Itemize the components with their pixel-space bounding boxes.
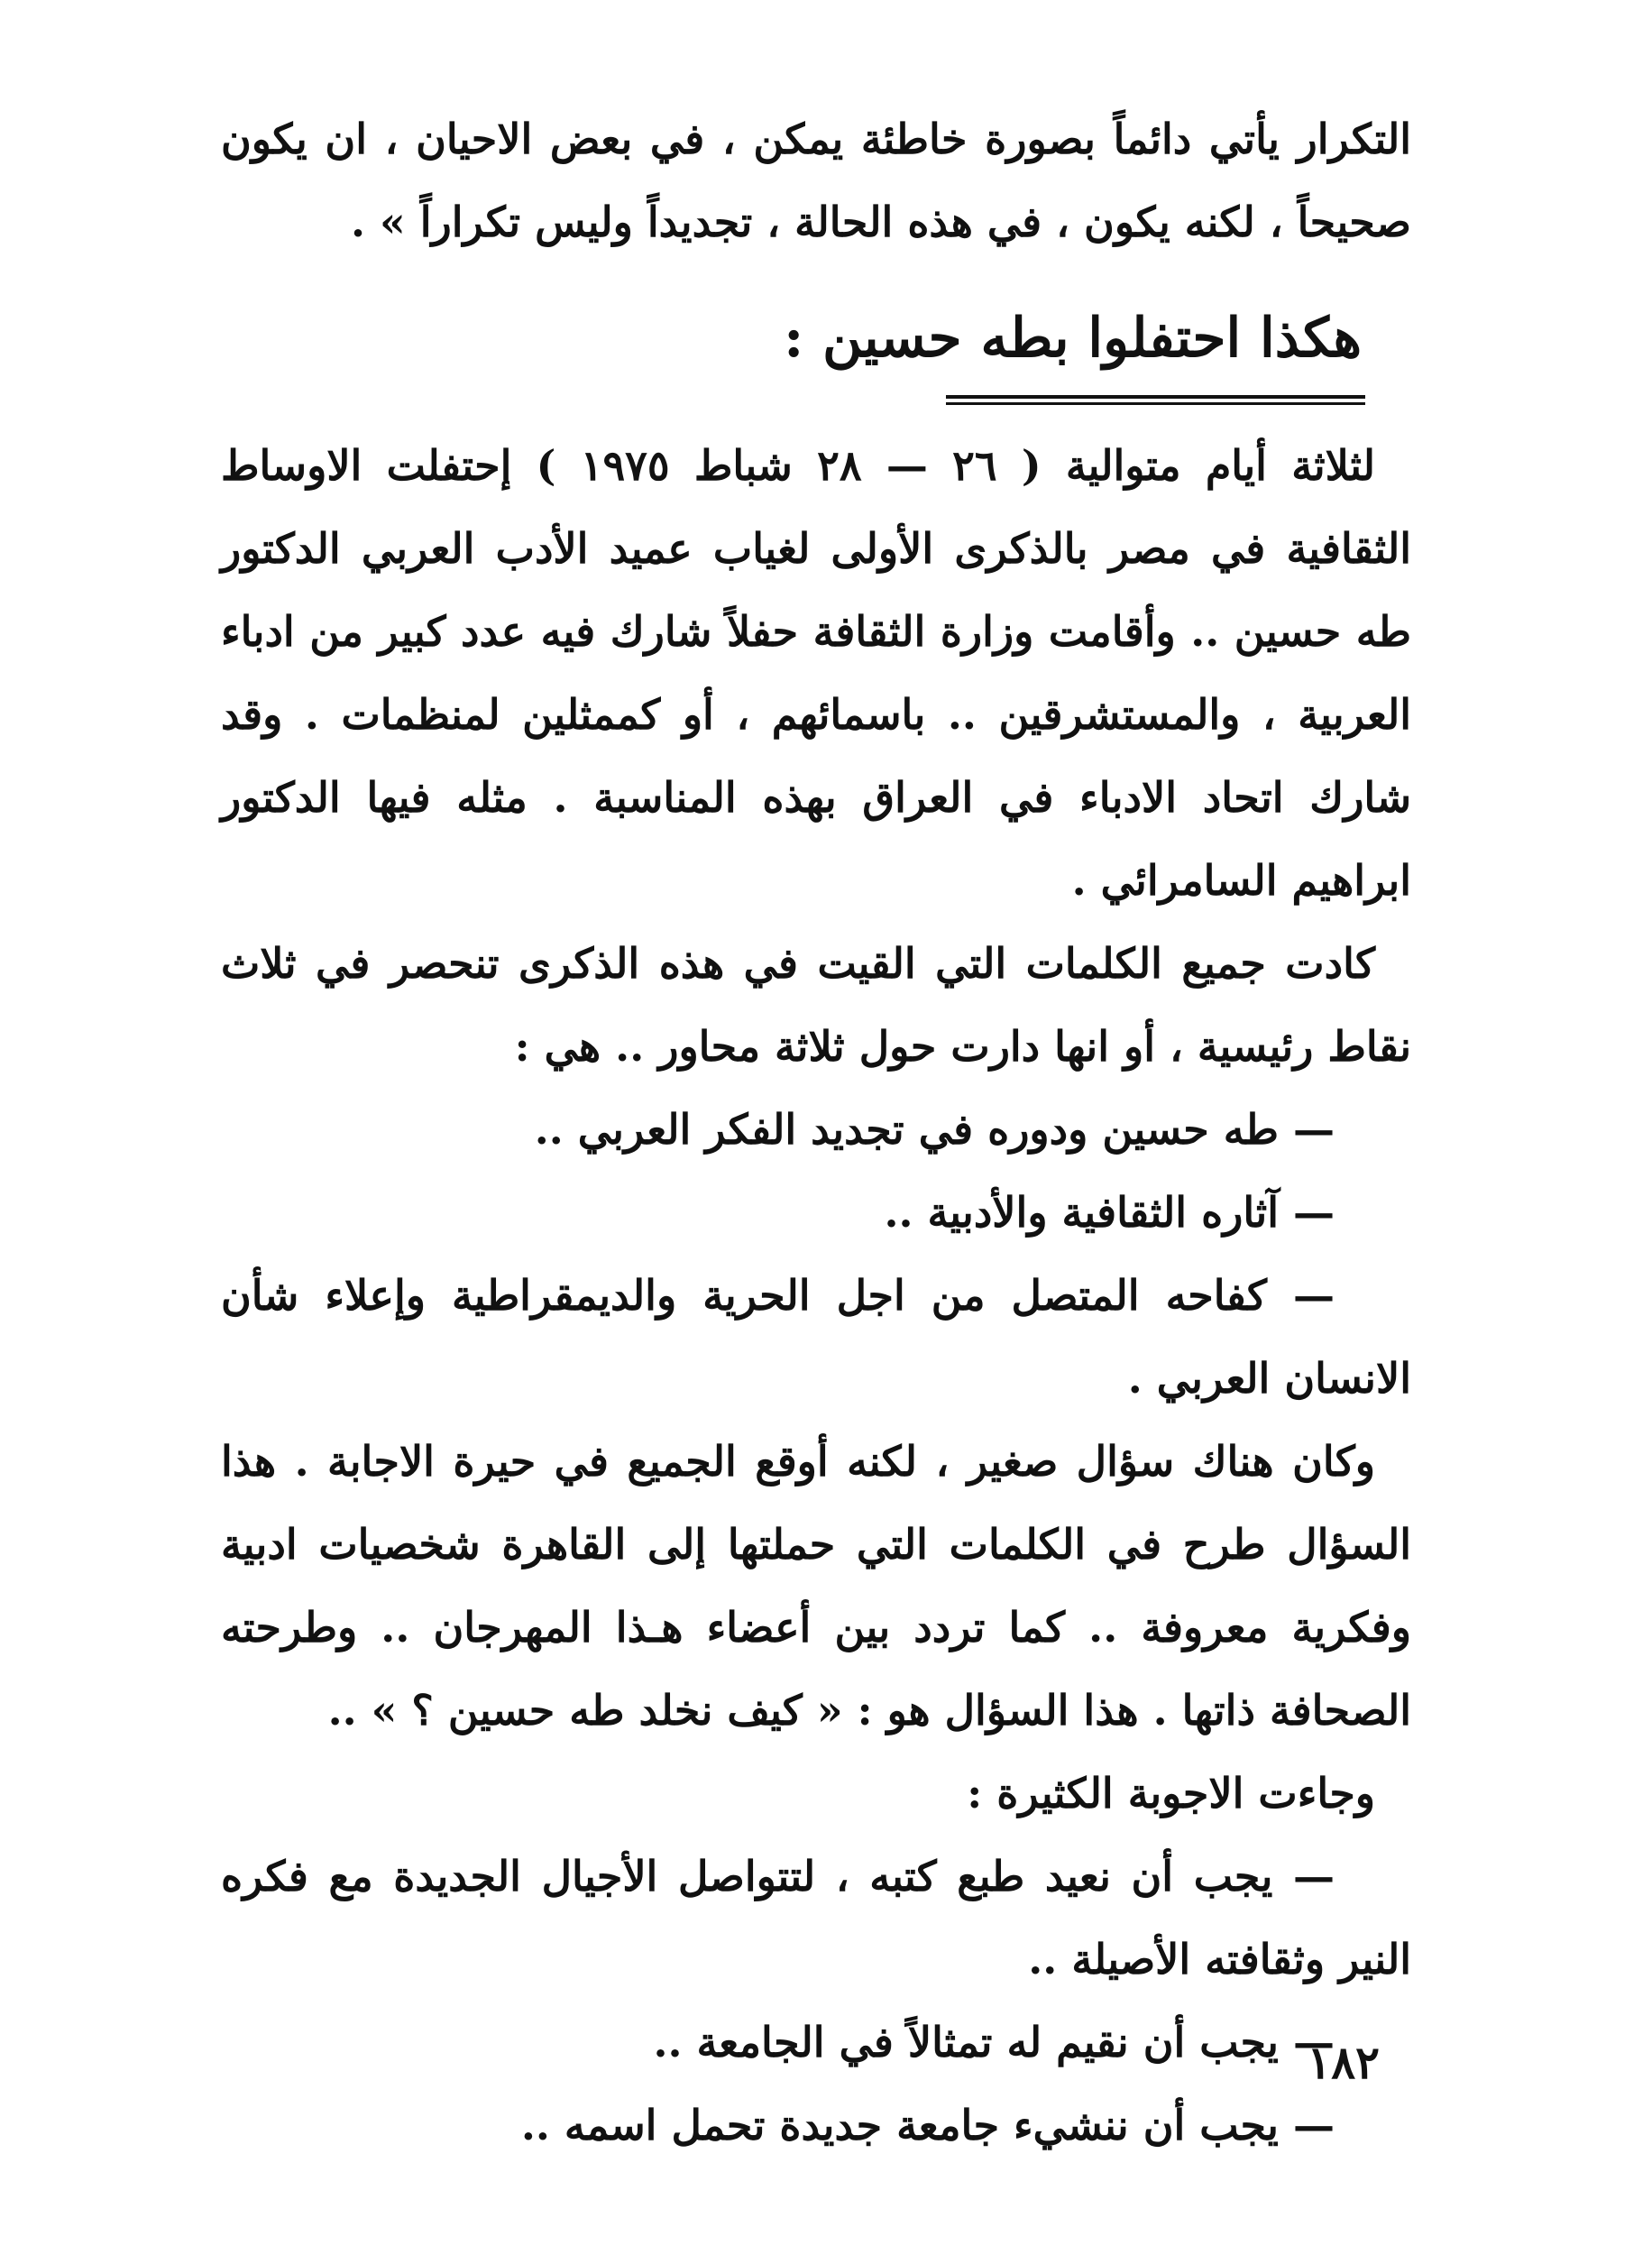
paragraph-question: وكان هناك سؤال صغير ، لكنه أوقع الجميع في حيرة الاجابة . هذا السؤال طرح في الكلمات التي حملتها إلى القاهرة شخصيات ادبية وفكرية معروفة .. كما تردد بين أعضاء هـذا المهرجان .. وطرحته الصحافة ذاتها . هذا السؤال هو : « كيف نخلد طه حسين ؟ » .. [221,1437,1411,1735]
list-item-axis-2: — آثاره الثقافية والأدبية .. [884,1188,1335,1237]
list-item-answer-2: — يجب أن نقيم له تمثالاً في الجامعة .. [653,2018,1335,2066]
section-heading: هكذا احتفلوا بطه حسين : [784,307,1362,370]
list-item-answer-1: — يجب أن نعيد طبع كتبه ، لتتواصل الأجيال الجديدة مع فكره النير وثقافته الأصيلة .. [221,1852,1411,1983]
intro-paragraph [221,97,1411,263]
paragraph-three-points: كادت جميع الكلمات التي القيت في هذه الذكرى تنحصر في ثلاث نقاط رئيسية ، أو انها دارت حول ثلاثة محاور .. هي : [221,939,1411,1071]
intro-paragraph-text: التكرار يأتي دائماً بصورة خاطئة يمكن ، في بعض الاحيان ، ان يكون صحيحاً ، لكنه يكون ، في هذه الحالة ، تجديداً وليس تكراراً » . [221,115,1411,246]
heading-underline [946,395,1365,405]
paragraph-answers-intro: وجاءت الاجوبة الكثيرة : [967,1769,1375,1818]
page-number: ١٨٢ [1307,2036,1380,2089]
list-item-axis-3: — كفاحه المتصل من اجل الحرية والديمقراطية وإعلاء شأن الانسان العربي . [221,1271,1411,1403]
list-item-axis-1: — طه حسين ودوره في تجديد الفكر العربي .. [534,1105,1335,1154]
paragraph-celebration: لثلاثة أيام متوالية ( ٢٦ — ٢٨ شباط ١٩٧٥ ) إحتفلت الاوساط الثقافية في مصر بالذكرى الأولى لغياب عميد الأدب العربي الدكتور طه حسين .. وأقامت وزارة الثقافة حفلاً شارك فيه عدد كبير من ادباء العربية ، والمستشرقين .. باسمائهم ، أو كممثلين لمنظمات . وقد شارك اتحاد الادباء في العراق بهذه المناسبة . مثله فيها الدكتور ابراهيم السامرائي . [221,441,1411,905]
main-text [221,424,1411,2167]
list-item-answer-3: — يجب أن ننشيء جامعة جديدة تحمل اسمه .. [520,2101,1335,2149]
